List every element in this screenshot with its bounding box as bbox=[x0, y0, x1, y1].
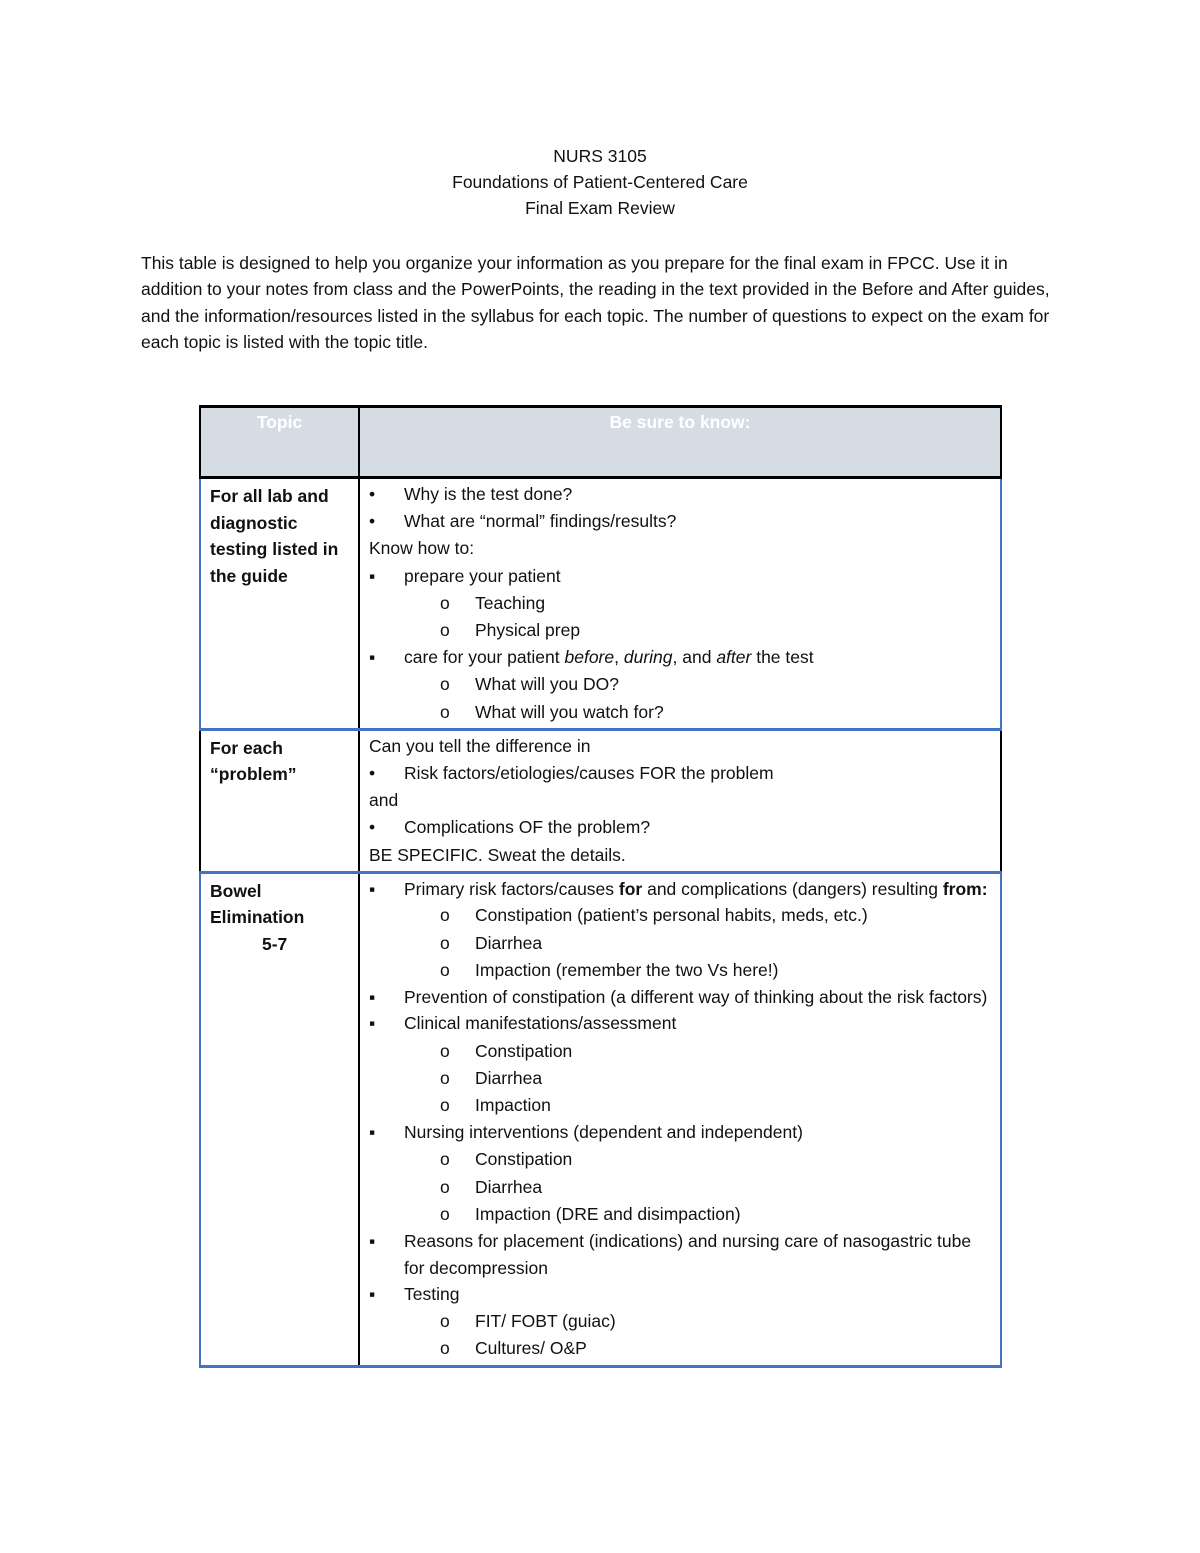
list-item: • Why is the test done? bbox=[369, 481, 991, 508]
list-item: o Constipation bbox=[369, 1038, 991, 1065]
circle-bullet-icon: o bbox=[440, 1149, 450, 1170]
circle-bullet-icon: o bbox=[440, 959, 450, 980]
square-bullet-icon: ▪ bbox=[369, 1122, 376, 1143]
circle-bullet-icon: o bbox=[440, 620, 450, 641]
circle-bullet-icon: o bbox=[440, 1203, 450, 1224]
list-item: ▪ Testing bbox=[369, 1281, 991, 1308]
list-item: o Impaction bbox=[369, 1092, 991, 1119]
circle-bullet-icon: o bbox=[440, 592, 450, 613]
course-code: NURS 3105 bbox=[553, 146, 647, 166]
list-item: o Impaction (DRE and disimpaction) bbox=[369, 1201, 991, 1228]
list-item: o Impaction (remember the two Vs here!) bbox=[369, 957, 991, 984]
square-bullet-icon: ▪ bbox=[369, 986, 376, 1007]
connector-text: and bbox=[369, 790, 399, 811]
table-row bbox=[200, 872, 1001, 1366]
square-bullet-icon: ▪ bbox=[369, 565, 376, 586]
topic-cell bbox=[200, 478, 359, 730]
bullet-icon: • bbox=[369, 817, 376, 838]
list-item: o Diarrhea bbox=[369, 1065, 991, 1092]
circle-bullet-icon: o bbox=[440, 1311, 450, 1332]
circle-bullet-icon: o bbox=[440, 1067, 450, 1088]
list-item: o Physical prep bbox=[369, 617, 991, 644]
list-item: ▪ Nursing interventions (dependent and independent) bbox=[369, 1119, 991, 1146]
circle-bullet-icon: o bbox=[440, 674, 450, 695]
course-title: Foundations of Patient-Centered Care bbox=[452, 172, 748, 192]
table-header-row bbox=[200, 407, 1001, 478]
list-item: • What are “normal” findings/results? bbox=[369, 508, 991, 535]
list-item: o What will you DO? bbox=[369, 671, 991, 698]
topic-label: For all lab and diagnostic testing listed in the guide bbox=[210, 486, 339, 586]
know-column-header: Be sure to know: bbox=[359, 407, 1001, 478]
square-bullet-icon: ▪ bbox=[369, 647, 376, 668]
list-item: ▪ Prevention of constipation (a different way of thinking about the risk factors) bbox=[369, 984, 991, 1011]
list-item: • Risk factors/etiologies/causes FOR the problem bbox=[369, 760, 991, 787]
topic-label: Bowel Elimination bbox=[210, 880, 305, 928]
document-subtitle: Final Exam Review bbox=[525, 198, 675, 218]
bullet-icon: • bbox=[369, 484, 376, 504]
list-item: ▪ Clinical manifestations/assessment bbox=[369, 1010, 991, 1037]
list-item: o Constipation (patient’s personal habits, meds, etc.) bbox=[369, 902, 991, 929]
list-item: o Diarrhea bbox=[369, 930, 991, 957]
table-row bbox=[200, 729, 1001, 872]
know-cell bbox=[359, 872, 1001, 1366]
row-intro: Can you tell the difference in bbox=[369, 735, 591, 756]
topic-cell bbox=[200, 729, 359, 872]
emphasis-note: BE SPECIFIC. Sweat the details. bbox=[369, 844, 626, 865]
topic-label: For each “problem” bbox=[210, 737, 297, 785]
list-item: • Complications OF the problem? bbox=[369, 814, 991, 841]
circle-bullet-icon: o bbox=[440, 701, 450, 722]
list-item: o Teaching bbox=[369, 590, 991, 617]
list-item: ▪ Primary risk factors/causes for and complications (dangers) resulting from: bbox=[369, 876, 991, 903]
circle-bullet-icon: o bbox=[440, 905, 450, 926]
square-bullet-icon: ▪ bbox=[369, 1284, 376, 1305]
review-table bbox=[199, 405, 1002, 1368]
circle-bullet-icon: o bbox=[440, 932, 450, 953]
list-item: ▪ prepare your patient bbox=[369, 563, 991, 590]
circle-bullet-icon: o bbox=[440, 1176, 450, 1197]
topic-cell bbox=[200, 872, 359, 1366]
bullet-icon: • bbox=[369, 511, 376, 532]
document-header bbox=[0, 143, 1200, 221]
know-cell bbox=[359, 729, 1001, 872]
square-bullet-icon: ▪ bbox=[369, 878, 376, 899]
question-count: 5-7 bbox=[262, 933, 288, 954]
list-item: o Cultures/ O&P bbox=[369, 1335, 991, 1362]
know-how-label: Know how to: bbox=[369, 538, 475, 559]
list-item: ▪ care for your patient before, during, and after the test bbox=[369, 644, 991, 671]
list-item: ▪ Reasons for placement (indications) and nursing care of nasogastric tube for decompression bbox=[369, 1228, 991, 1281]
table-row bbox=[200, 478, 1001, 730]
know-cell bbox=[359, 478, 1001, 730]
list-item: o What will you watch for? bbox=[369, 699, 991, 726]
topic-column-header: Topic bbox=[200, 407, 359, 478]
list-item: o Diarrhea bbox=[369, 1174, 991, 1201]
square-bullet-icon: ▪ bbox=[369, 1231, 376, 1252]
intro-paragraph: This table is designed to help you organize your information as you prepare for the final exam in FPCC. Use it in addition to your notes from class and the PowerPoints, the reading in the text provided in the Before and After guides, and the information/resources listed in the syllabus for each topic. The number of questions to expect on the exam for each topic is listed with the topic title. bbox=[141, 253, 1050, 352]
square-bullet-icon: ▪ bbox=[369, 1013, 376, 1034]
list-item: o Constipation bbox=[369, 1146, 991, 1173]
bullet-icon: • bbox=[369, 763, 376, 784]
list-item: o FIT/ FOBT (guiac) bbox=[369, 1308, 991, 1335]
circle-bullet-icon: o bbox=[440, 1095, 450, 1116]
circle-bullet-icon: o bbox=[440, 1338, 450, 1359]
circle-bullet-icon: o bbox=[440, 1040, 450, 1061]
